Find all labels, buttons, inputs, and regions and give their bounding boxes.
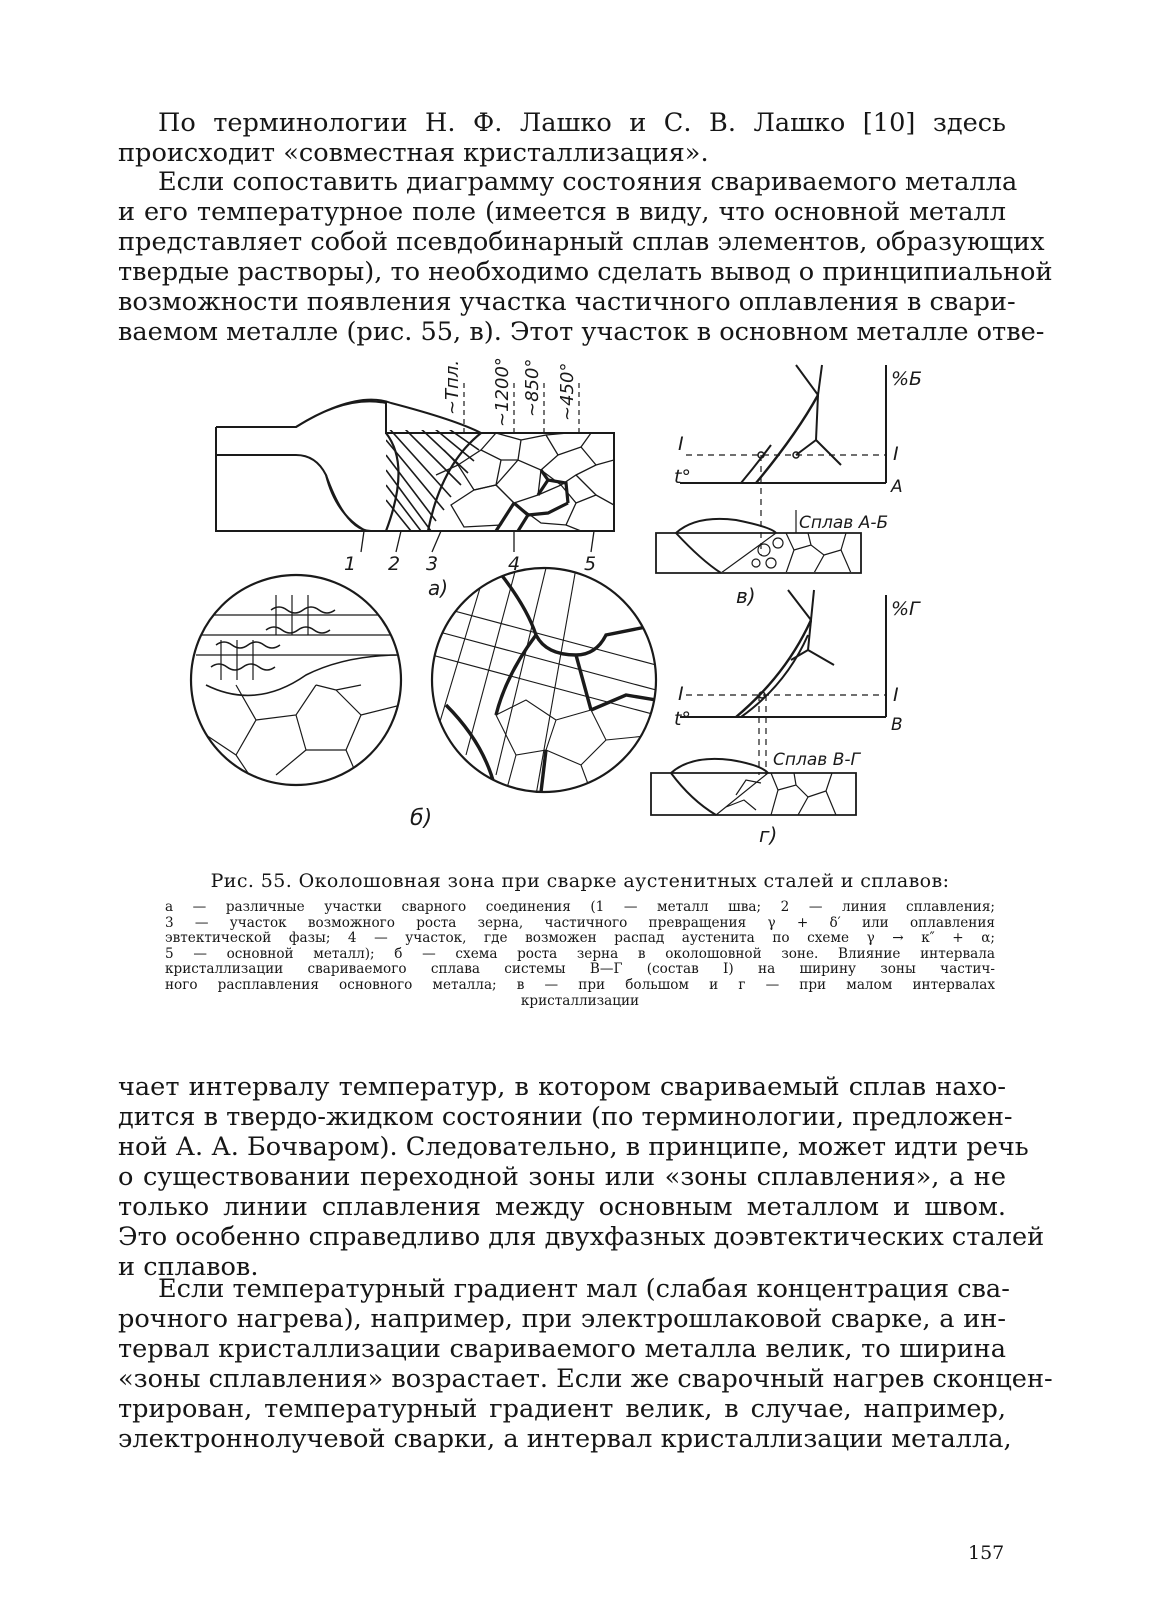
zone-number-5: 5: [584, 553, 597, 575]
axis-end-a-label: A: [891, 477, 903, 497]
caption-line: эвтектической фазы; 4 — участок, где возможен распад аустенита по схеме γ → к″ + α;: [165, 930, 995, 947]
panel-g-phase-diagram: [680, 590, 886, 717]
figure-caption-title: Рис. 55. Околошовная зона при сварке аустенитных сталей и сплавов:: [210, 870, 950, 892]
text-line: электроннолучевой сварки, а интервал кристаллизации металла,: [118, 1424, 1012, 1454]
text-line: Если температурный градиент мал (слабая концентрация сва-: [158, 1274, 1010, 1304]
temp-label-450: ~450°: [557, 362, 578, 421]
text-line: трирован, температурный градиент велик, в случае, например,: [118, 1394, 1006, 1424]
text-line: Если сопоставить диаграмму состояния свариваемого металла: [158, 167, 1018, 197]
figure-drawing: [196, 355, 923, 855]
zone-number-4: 4: [508, 553, 521, 575]
caption-line: 5 — основной металл); б — схема роста зерна в околошовной зоне. Влияние интервала: [165, 945, 995, 962]
page-number: 157: [968, 1542, 1005, 1564]
panel-a-label: а): [428, 576, 449, 600]
temperature-label: t°: [674, 466, 691, 488]
text-line: и сплавов.: [118, 1252, 259, 1282]
text-line: твердые растворы), то необходимо сделать вывод о принципиальной: [118, 257, 1053, 287]
grain-structure: [436, 433, 614, 531]
figure-caption-body: [165, 900, 995, 1009]
text-line: тервал кристаллизации свариваемого металла велик, то ширина: [118, 1334, 1006, 1364]
panel-g-label: г): [759, 823, 778, 847]
caption-line: кристаллизации: [520, 992, 640, 1009]
text-line: «зоны сплавления» возрастает. Если же сварочный нагрев сконцен-: [118, 1364, 1053, 1394]
panel-v-label: в): [736, 584, 756, 608]
alloy-ab-label: Сплав А-Б: [799, 513, 889, 533]
text-line: происходит «совместная кристаллизация».: [118, 138, 709, 168]
text-line: представляет собой псевдобинарный сплав элементов, образующих: [118, 227, 1045, 257]
hatched-fusion-zone: [386, 410, 481, 531]
paragraph-3: [118, 1072, 1045, 1282]
temperature-label: t°: [674, 708, 691, 730]
temp-label-1200: ~1200°: [492, 357, 513, 427]
text-line: и его температурное поле (имеется в виду, что основной металл: [118, 197, 1006, 227]
text-line: чает интервалу температур, в котором свариваемый сплав нахо-: [118, 1072, 1006, 1102]
text-line: возможности появления участка частичного оплавления в свари-: [118, 287, 1016, 317]
percent-g-label: %Г: [891, 598, 920, 620]
text-line: ной А. А. Бочваром). Следовательно, в принципе, может идти речь: [118, 1132, 1029, 1162]
line-i-left-label: I: [678, 683, 684, 705]
paragraph-2: [118, 167, 1053, 347]
axis-end-v-label: В: [891, 715, 903, 735]
caption-line: 3 — участок возможного роста зерна, частичного превращения γ + δ′ или оплавления: [165, 914, 995, 931]
panel-b-label: б): [410, 806, 433, 831]
line-i-left-label: I: [678, 433, 684, 455]
caption-line: а — различные участки сварного соединения (1 — металл шва; 2 — линия сплавления;: [165, 899, 995, 915]
zone-number-1: 1: [344, 553, 357, 575]
text-line: только линии сплавления между основным металлом и швом.: [118, 1192, 1006, 1222]
zone-number-3: 3: [426, 553, 439, 575]
caption-line: ного расплавления основного металла; в — при большом и г — при малом интервалах: [165, 976, 995, 993]
temp-label-melting: ~Tпл.: [442, 359, 463, 415]
panel-v-dashed-I-line: [686, 455, 889, 555]
figure-55: [196, 355, 923, 855]
text-line: Это особенно справедливо для двухфазных доэвтектических сталей: [118, 1222, 1045, 1252]
zone-leaders: [361, 531, 594, 552]
text-line: дится в твердо-жидком состоянии (по терминологии, предложен-: [118, 1102, 1013, 1132]
text-line: о существовании переходной зоны или «зоны сплавления», а не: [118, 1162, 1006, 1192]
alloy-vg-label: Сплав В-Г: [773, 750, 860, 770]
line-i-right-label: I: [893, 684, 899, 706]
paragraph-1: [118, 108, 1006, 168]
text-line: рочного нагрева), например, при электрошлаковой сварке, а ин-: [118, 1304, 1006, 1334]
caption-line: кристаллизации свариваемого сплава системы В—Г (состав I) на ширину зоны частич-: [165, 961, 995, 978]
temp-label-850: ~850°: [522, 358, 543, 417]
text-line: ваемом металле (рис. 55, в). Этот участок в основном металле отве-: [118, 317, 1045, 347]
panel-b-right-circle: [432, 568, 656, 795]
panel-v-phase-diagram: [680, 365, 886, 483]
line-i-right-label: I: [893, 443, 899, 465]
paragraph-4: [118, 1274, 1053, 1454]
grain-boundaries-bold: [496, 470, 568, 531]
percent-b-label: %Б: [891, 368, 923, 390]
panel-b-left-circle: [191, 575, 401, 785]
text-line: По терминологии Н. Ф. Лашко и С. В. Лашко [10] здесь: [158, 108, 1006, 138]
zone-number-2: 2: [388, 553, 401, 575]
